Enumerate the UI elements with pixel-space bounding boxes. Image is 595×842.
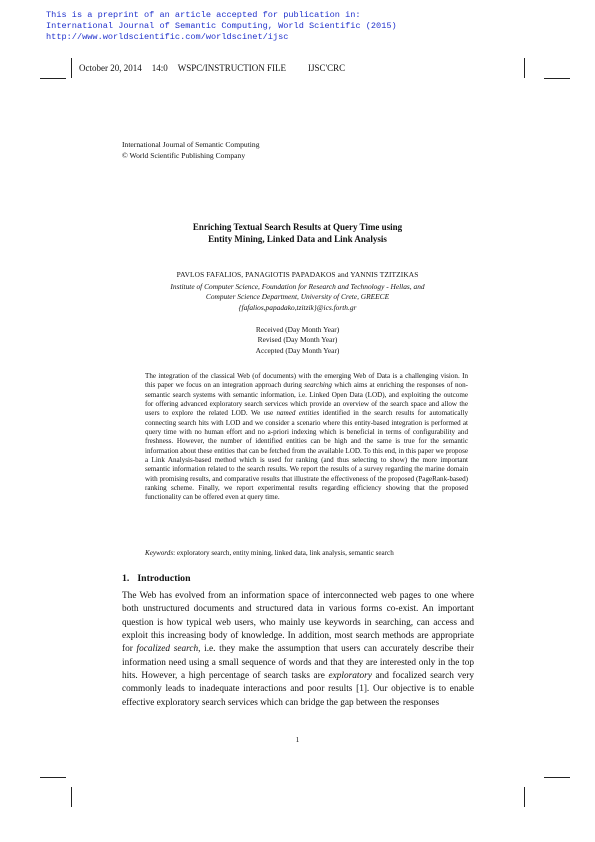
body-emphasis: exploratory — [328, 671, 372, 682]
paper-title — [100, 221, 495, 245]
submission-dates — [150, 325, 445, 356]
affiliation — [120, 282, 475, 313]
crop-mark — [544, 777, 570, 778]
journal-name: International Journal of Semantic Computing — [122, 140, 260, 149]
body-text-run: and focalized search very commonly leads to inadequate interactions and poor results [1]. Our objective is to enable effective exploratory search services which can bridge the gap between the responses — [122, 671, 474, 708]
keywords-label: Keywords — [145, 549, 174, 557]
section-number: 1. — [122, 573, 130, 584]
crop-mark — [71, 787, 72, 807]
date-received: Received (Day Month Year) — [255, 325, 340, 334]
title-line-2: Entity Mining, Linked Data and Link Analysis — [208, 234, 387, 244]
preprint-line-2: International Journal of Semantic Computing, World Scientific (2015) — [46, 21, 397, 31]
date-accepted: Accepted (Day Month Year) — [255, 345, 340, 355]
preprint-line-1: This is a preprint of an article accepted for publication in: — [46, 10, 361, 20]
crop-mark — [71, 58, 72, 78]
abstract-text: which aims at enriching the responses of non-semantic search systems with semantic information, i.e. Linked Open Data (LOD), and exploiting the outcome for offering advanced exploratory search services which provide an overview of the search space and allow the users to explore the related LOD. We use — [145, 381, 468, 418]
abstract — [145, 372, 468, 503]
date-revised: Revised (Day Month Year) — [257, 335, 338, 345]
crop-mark — [40, 78, 66, 79]
header-code: IJSC'CRC — [308, 63, 346, 73]
page-number: 1 — [295, 735, 300, 744]
body-paragraph — [122, 590, 474, 710]
preprint-link[interactable]: http://www.worldscientific.com/worldscinet/ijsc — [46, 32, 289, 42]
body-text-run: The Web has evolved from an information space of interconnected web pages to one where both unstructured documents and structured data in various forms co-exist. An important question is how typical web users, who mainly use keywords in searching, can access and exploit this increasing body of knowledge. In addition, most search methods are appropriate for — [122, 591, 474, 655]
journal-info — [122, 140, 260, 161]
crop-mark — [524, 58, 525, 78]
author-emails: {fafalios,papadako,tzitzik}@ics.forth.gr — [238, 302, 357, 312]
keywords-text: : exploratory search, entity mining, linked data, link analysis, semantic search — [173, 549, 394, 557]
section-heading — [122, 573, 191, 584]
header-file: WSPC/INSTRUCTION FILE — [177, 63, 287, 73]
header-date: October 20, 2014 — [79, 63, 142, 73]
crop-mark — [40, 777, 66, 778]
abstract-text: The integration of the classical Web (of documents) with the emerging Web of Data is a challenging vision. In this paper we focus on an integration approach during — [145, 372, 468, 390]
abstract-text: identified in the search results for automatically connecting search hits with LOD and we consider a scenario where this entity-based integration is performed at query time with no human effort and no a-priori indexing which is beneficial in terms of configurability and freshness. However, the number of identified entities can be high and the same is true for the semantic information about these entities that can be fetched from the available LOD. To this end, in this paper we propose a Link Analysis-based method which is used for ranking (and thus selecting to show) the more important semantic information related to the search results. We report the results of a survey regarding the marine domain with promising results, and comparative results that illustrate the effectiveness of the proposed (PageRank-based) ranking scheme. Finally, we report experimental results regarding efficiency showing that the proposed functionality can be offered even at query time. — [145, 409, 468, 502]
preprint-notice — [46, 10, 397, 43]
running-header — [79, 63, 355, 73]
title-line-1: Enriching Textual Search Results at Query Time using — [192, 222, 403, 232]
header-time: 14:0 — [151, 63, 168, 73]
crop-mark — [524, 787, 525, 807]
body-emphasis: focalized search — [136, 644, 199, 655]
affiliation-line-1: Institute of Computer Science, Foundation for Research and Technology - Hellas, and — [170, 282, 425, 291]
abstract-emphasis: named entities — [276, 409, 320, 418]
keywords — [145, 549, 475, 557]
affiliation-line-2: Computer Science Department, University of Crete, GREECE — [205, 292, 390, 302]
abstract-emphasis: searching — [304, 381, 332, 390]
body-text-run: , i.e. they make the assumption that users can accurately describe their information need using a small sequence of words and that they are interested only in the top hits. However, a high percentage of search tasks are — [122, 644, 474, 682]
crop-mark — [544, 78, 570, 79]
journal-publisher: © World Scientific Publishing Company — [122, 150, 246, 160]
authors: PAVLOS FAFALIOS, PANAGIOTIS PAPADAKOS and YANNIS TZITZIKAS — [176, 270, 419, 279]
body-text — [122, 590, 474, 710]
section-title: Introduction — [137, 573, 191, 584]
